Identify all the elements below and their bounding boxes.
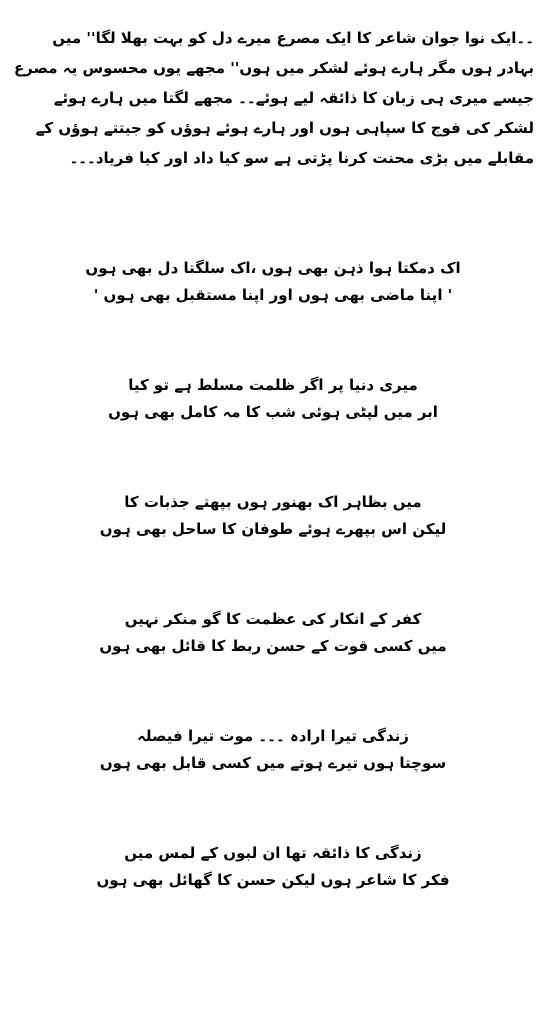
poem [0, 255, 546, 957]
verse-line: ' اپنا ماضی بھی ہوں اور اپنا مستقبل بھی ہوں ' [93, 286, 453, 304]
stanza-4 [0, 606, 546, 660]
stanza-2 [0, 372, 546, 426]
verse-line: ابر میں لپٹی ہوئی شب کا مہ کامل بھی ہوں [108, 403, 438, 421]
verse-line: میں کسی قوت کے حسن ربط کا قائل بھی ہوں [99, 637, 447, 655]
verse-line: اک دمکتا ہوا ذہن بھی ہوں ،اک سلگتا دل بھی ہوں [85, 259, 461, 277]
verse-line: زندگی کا ذائقہ تھا ان لبوں کے لمس میں [124, 844, 422, 862]
verse-line: لیکن اس بپھرے ہوئے طوفان کا ساحل بھی ہوں [99, 520, 447, 538]
stanza-6 [0, 840, 546, 894]
stanza-1 [0, 255, 546, 309]
stanza-5 [0, 723, 546, 777]
verse-line: فکر کا شاعر ہوں لیکن حسن کا گھائل بھی ہوں [96, 871, 450, 889]
stanza-3 [0, 489, 546, 543]
intro-paragraph: ۔۔ایک نوا جوان شاعر کا ایک مصرع میرے دل کو بہت بھلا لگا'' میں بہادر ہوں مگر ہارے ہوئے لشکر میں ہوں'' مجھے یوں محسوس یہ مصرع جیسے میری ہی زبان کا ذائقہ لیے ہوئے۔۔ مجھے لگتا میں ہارے ہوئے لشکر کی فوج کا سپاہی ہوں اور ہارے ہوئے ہوؤں کو جیتتے ہوؤں کے مقابلے میں بڑی محنت کرنا پڑتی ہے سو کیا داد اور کیا فریاد۔۔۔ [13, 29, 534, 167]
verse-line: کفر کے انکار کی عظمت کا گو منکر نہیں [124, 610, 422, 628]
verse-line: میں بظاہر اک بھنور ہوں بپھتے جذبات کا [124, 493, 422, 511]
verse-line: میری دنیا پر اگر ظلمت مسلط ہے تو کیا [128, 376, 418, 394]
verse-line: سوچتا ہوں تیرے ہوتے میں کسی قابل بھی ہوں [99, 754, 447, 772]
verse-line: زندگی تیرا ارادہ ۔۔۔ موت تیرا فیصلہ [137, 727, 409, 745]
